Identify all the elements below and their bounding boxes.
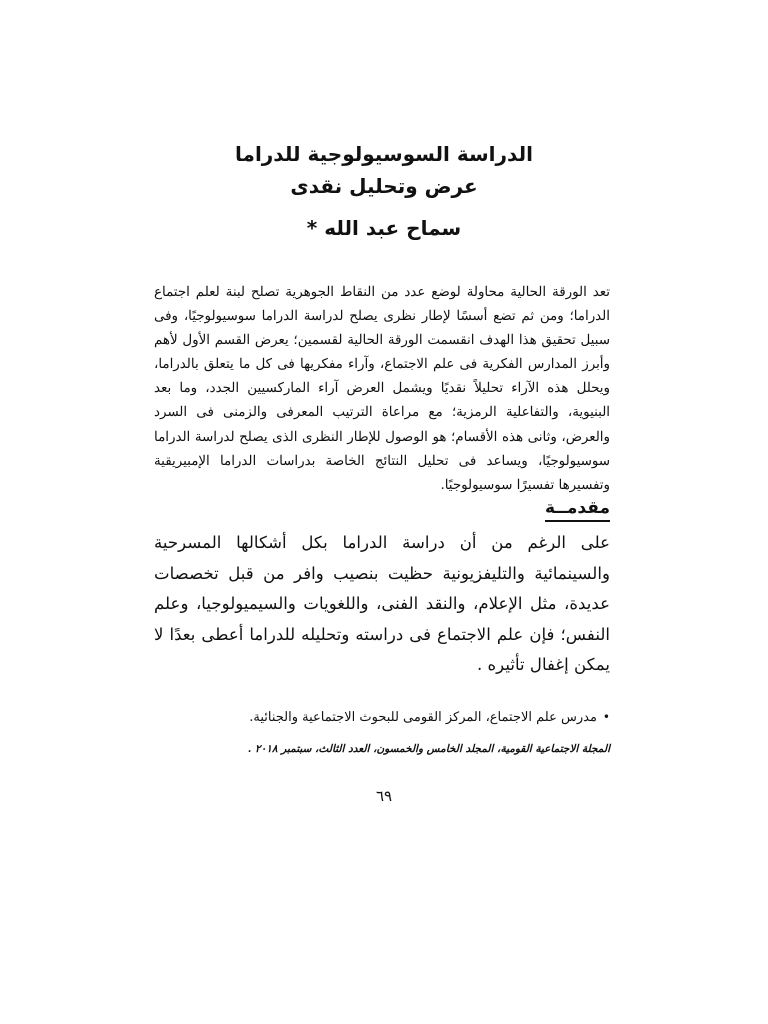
- abstract-paragraph: تعد الورقة الحالية محاولة لوضع عدد من النقاط الجوهرية تصلح لبنة لعلم اجتماع الدراما؛ ومن ثم تضع أسسًا لإطار نظرى يصلح لدراسة الدراما سوسيولوجيًا، وفى سبيل تحقيق هذا الهدف انقسمت الورقة الحالية لقسمين؛ يعرض القسم الأول لأهم وأبرز المدارس الفكرية فى علم الاجتماع، وآراء مفكريها فى كل ما يتعلق بالدراما، ويحلل هذه الآراء تحليلاً نقديًا ويشمل العرض آراء الماركسيين الجدد، وما بعد البنيوية، والتفاعلية الرمزية؛ مع مراعاة الترتيب المعرفى والزمنى فى السرد والعرض، وثانى هذه الأقسام؛ هو الوصول للإطار النظرى الذى يصلح لدراسة الدراما سوسيولوجيًا، ويساعد فى تحليل النتائج الخاصة بدراسات الدراما الإمبيريقية وتفسيرها تفسيرًا سوسيولوجيًا.: [154, 285, 610, 493]
- paper-title: الدراسة السوسيولوجية للدراما: [235, 142, 533, 166]
- page-number: ٦٩: [375, 787, 393, 805]
- footnote-text: مدرس علم الاجتماع، المركز القومى للبحوث الاجتماعية والجنائية.: [249, 710, 597, 725]
- footnote-bullet: •: [602, 710, 610, 724]
- section-heading-introduction: مقدمــة: [545, 498, 610, 522]
- paper-subtitle: عرض وتحليل نقدى: [290, 174, 478, 198]
- author-footnote: [249, 710, 610, 725]
- author-name: سماح عبد الله *: [306, 216, 462, 240]
- journal-reference: المجلة الاجتماعية القومية، المجلد الخامس والخمسون، العدد الثالث، سبتمبر ٢٠١٨ .: [247, 743, 610, 755]
- introduction-paragraph: على الرغم من أن دراسة الدراما بكل أشكالها المسرحية والسينمائية والتليفزيونية حظيت بنصيب وافر من قبل تخصصات عديدة، مثل الإعلام، والنقد الفنى، واللغويات والسيميولوجيا، وعلم النفس؛ فإن علم الاجتماع فى دراسته وتحليله للدراما أعطى بعدًا لا يمكن إغفال تأثيره .: [154, 533, 610, 674]
